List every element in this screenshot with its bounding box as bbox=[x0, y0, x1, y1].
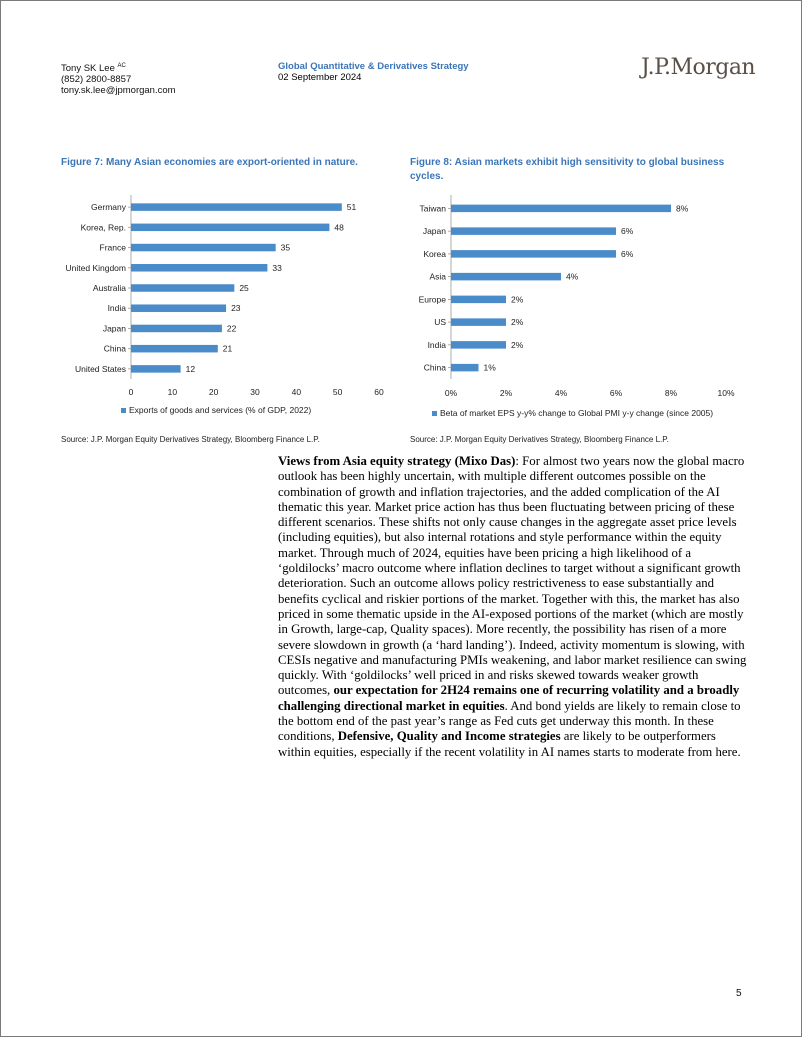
value-label: 33 bbox=[272, 262, 282, 273]
body-paragraph bbox=[278, 454, 748, 760]
paragraph-text-1: : For almost two years now the global macro outlook has been highly uncertain, with multiple different outcomes possible on the combination of growth and inflation trajectories, and the added complication of the AI thematic this year. Market price action has thus been fluctuating between pricing of these different scenarios. These shifts not only cause changes in the aggregate asset price levels (including equities), but also internal rotations and style performance within the equity market. Through much of 2024, equities have been pricing a high likelihood of a ‘goldilocks’ macro outcome where inflation declines to target without a significant growth deterioration. Such an outcome allows policy restrictiveness to ease substantially and benefits cyclical and riskier portions of the market. Together with this, the market has also priced in some thematic upside in the AI-exposed portions of the market (which are mostly in Growth, large-cap, Quality spaces). More recently, the possibility has risen of a more severe slowdown in growth (a ‘hard landing’). Indeed, activity momentum is slowing, with CESIs negative and manufacturing PMIs weakening, and labor market resilience can swing quickly. With ‘goldilocks’ well priced in and risks skewed towards weaker growth outcomes, bbox=[278, 454, 747, 698]
value-label: 8% bbox=[676, 203, 689, 214]
bar-2 bbox=[451, 250, 616, 258]
bar-6 bbox=[131, 325, 222, 333]
value-label: 4% bbox=[566, 271, 579, 282]
bar-4 bbox=[451, 296, 506, 304]
value-label: 23 bbox=[231, 303, 241, 314]
value-label: 1% bbox=[483, 362, 496, 373]
category-label: Japan bbox=[422, 226, 446, 237]
value-label: 6% bbox=[621, 248, 634, 259]
author-block bbox=[61, 61, 176, 96]
category-label: India bbox=[427, 339, 446, 350]
jpmorgan-logo: J.P.Morgan bbox=[641, 55, 756, 80]
value-label: 48 bbox=[334, 222, 344, 233]
figure-7-title: Figure 7: Many Asian economies are export-oriented in nature. bbox=[61, 157, 358, 168]
category-label: Japan bbox=[102, 323, 126, 334]
department-name: Global Quantitative & Derivatives Strategy bbox=[278, 61, 469, 72]
value-label: 21 bbox=[222, 343, 233, 354]
bar-3 bbox=[451, 273, 561, 281]
category-label: US bbox=[434, 317, 446, 328]
figure-7-source: Source: J.P. Morgan Equity Derivatives Strategy, Bloomberg Finance L.P. bbox=[61, 435, 320, 444]
bar-7 bbox=[451, 364, 479, 372]
bar-0 bbox=[451, 205, 671, 213]
category-label: Australia bbox=[92, 283, 126, 293]
category-label: Taiwan bbox=[419, 203, 446, 214]
paragraph-text-2: . And bond yields are likely to remain close to the bottom end of the past year’s range as Fed cuts get underway this month. In these conditions, bbox=[278, 698, 741, 744]
x-tick-label: 30 bbox=[250, 387, 260, 397]
x-tick-label: 20 bbox=[208, 387, 219, 397]
x-tick-label: 0 bbox=[128, 387, 134, 397]
bar-4 bbox=[131, 284, 234, 292]
legend-label: Exports of goods and services (% of GDP, 2022) bbox=[129, 405, 312, 415]
bar-3 bbox=[131, 264, 267, 272]
category-label: China bbox=[103, 343, 126, 354]
category-label: France bbox=[99, 242, 126, 253]
category-label: India bbox=[107, 303, 126, 314]
x-tick-label: 8% bbox=[664, 388, 678, 398]
paragraph-emphasis-2: Defensive, Quality and Income strategies bbox=[337, 729, 561, 744]
category-label: Asia bbox=[429, 271, 446, 282]
paragraph-emphasis-1: our expectation for 2H24 remains one of recurring volatility and a broadly challenging directional market in equities bbox=[278, 683, 740, 713]
x-tick-label: 10 bbox=[167, 387, 178, 397]
bar-0 bbox=[131, 203, 342, 211]
figure-7-chart bbox=[56, 192, 396, 424]
value-label: 35 bbox=[280, 242, 291, 253]
category-label: United Kingdom bbox=[65, 262, 126, 273]
value-label: 2% bbox=[511, 339, 524, 350]
bar-6 bbox=[451, 341, 506, 349]
x-tick-label: 50 bbox=[332, 387, 343, 397]
value-label: 22 bbox=[226, 323, 237, 334]
value-label: 2% bbox=[511, 317, 524, 328]
figure-8-source: Source: J.P. Morgan Equity Derivatives Strategy, Bloomberg Finance L.P. bbox=[410, 435, 669, 444]
report-date: 02 September 2024 bbox=[278, 72, 362, 83]
x-tick-label: 0% bbox=[444, 388, 458, 398]
x-tick-label: 10% bbox=[717, 388, 735, 398]
bar-7 bbox=[131, 345, 218, 353]
legend-swatch bbox=[432, 411, 437, 416]
author-phone: (852) 2800-8857 bbox=[61, 74, 132, 85]
x-tick-label: 4% bbox=[554, 388, 568, 398]
bar-2 bbox=[131, 244, 276, 252]
category-label: Germany bbox=[91, 202, 126, 213]
category-label: Korea bbox=[423, 248, 446, 259]
figure-8-chart bbox=[405, 192, 750, 424]
x-tick-label: 6% bbox=[609, 388, 623, 398]
bar-1 bbox=[451, 227, 616, 235]
value-label: 12 bbox=[185, 363, 196, 374]
bar-1 bbox=[131, 224, 329, 232]
value-label: 2% bbox=[511, 294, 524, 305]
legend-label: Beta of market EPS y-y% change to Global PMI y-y change (since 2005) bbox=[440, 408, 714, 418]
report-header bbox=[278, 61, 469, 83]
paragraph-heading: Views from Asia equity strategy (Mixo Das) bbox=[278, 454, 516, 468]
author-name: Tony SK Lee bbox=[61, 63, 115, 74]
x-tick-label: 2% bbox=[499, 388, 513, 398]
legend-swatch bbox=[121, 408, 126, 413]
bar-5 bbox=[451, 318, 506, 326]
category-label: Korea, Rep. bbox=[80, 222, 126, 233]
page-number: 5 bbox=[736, 988, 742, 999]
bar-5 bbox=[131, 304, 226, 312]
category-label: Europe bbox=[418, 294, 446, 305]
author-sup: AC bbox=[117, 63, 126, 69]
paragraph-text-3: are likely to be outperformers within equities, especially if the recent volatility in AI names starts to moderate from here. bbox=[278, 729, 741, 759]
value-label: 6% bbox=[621, 226, 634, 237]
x-tick-label: 60 bbox=[374, 387, 384, 397]
value-label: 25 bbox=[239, 283, 249, 293]
value-label: 51 bbox=[346, 202, 357, 213]
figure-8-title: Figure 8: Asian markets exhibit high sensitivity to global business cycles. bbox=[410, 157, 725, 182]
author-email[interactable]: tony.sk.lee@jpmorgan.com bbox=[61, 85, 176, 96]
bar-8 bbox=[131, 365, 181, 373]
x-tick-label: 40 bbox=[291, 387, 302, 397]
category-label: United States bbox=[74, 363, 126, 374]
category-label: China bbox=[423, 362, 446, 373]
